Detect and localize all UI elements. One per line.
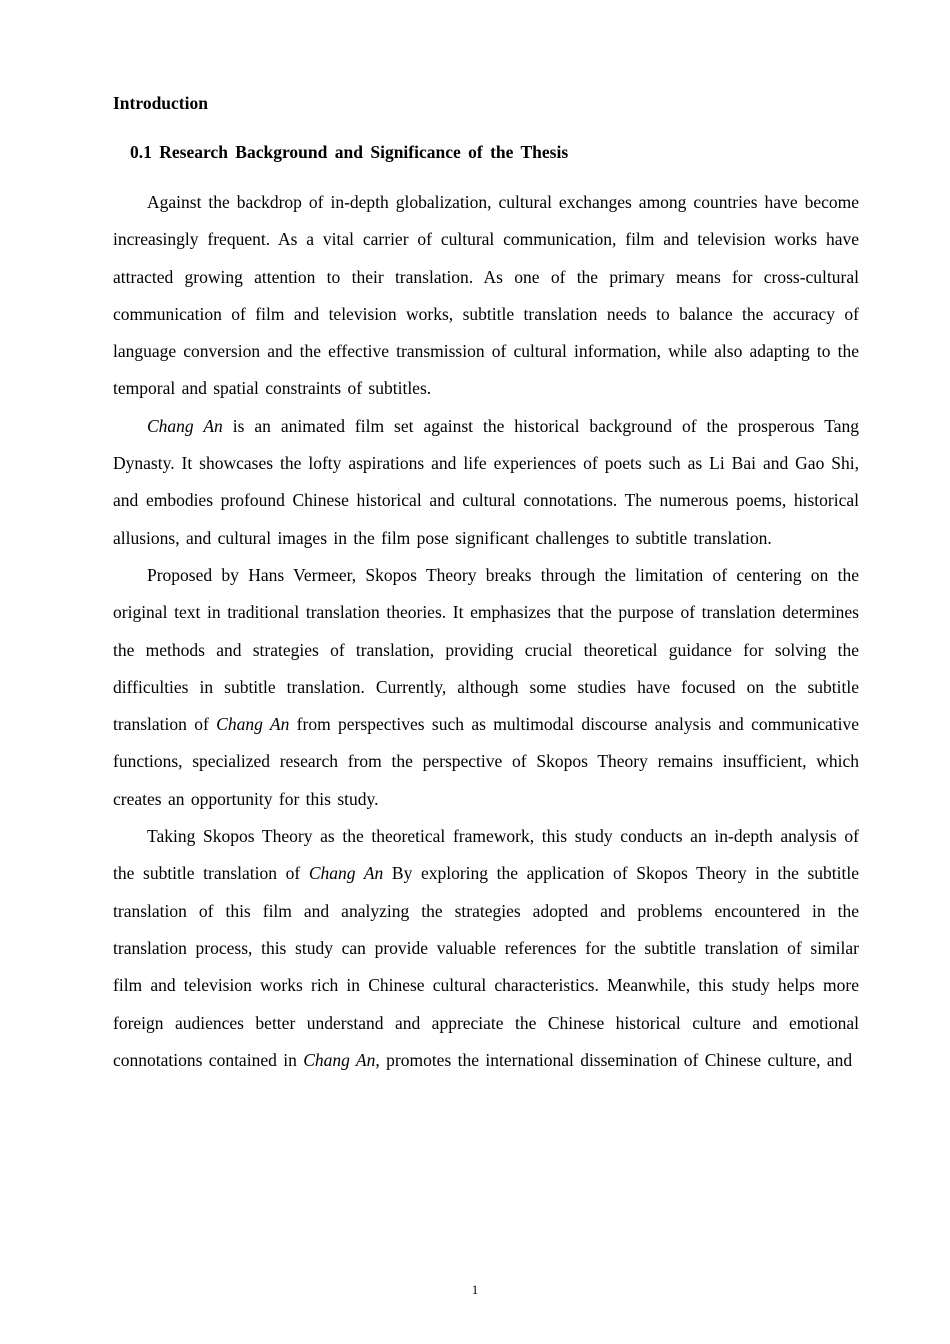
paragraph-text: from perspectives such as multimodal discourse analysis and communicative functions, specialized research from the perspective of Skopos Theory remains insufficient, which creates an opportunity for this study.: [113, 714, 860, 809]
film-title-italic: Chang An: [308, 863, 384, 884]
paragraph-skopos-theory: [113, 557, 859, 818]
body-text: [113, 184, 859, 1079]
paragraph-text: Proposed by Hans Vermeer, Skopos Theory breaks through the limitation of centering on the original text in traditional translation theories. It emphasizes that the purpose of translation determines the methods and strategies of translation, providing crucial theoretical guidance for solving the difficulties in subtitle translation. Currently, although some studies have focused on the subtitle translation of: [113, 564, 859, 735]
paragraph-globalization: [113, 184, 859, 408]
page-content: [113, 86, 859, 1079]
section-heading: 0.1 Research Background and Significance of the Thesis: [130, 142, 569, 162]
film-title-italic: Chang An,: [303, 1049, 380, 1070]
page-number: 1: [471, 1282, 479, 1297]
film-title-italic: Chang An: [216, 714, 290, 735]
paragraph-study-framework: [113, 818, 859, 1079]
paragraph-text: Taking Skopos Theory as the theoretical framework, this study conducts an in-depth analysis of the subtitle translation of: [113, 826, 859, 884]
paragraph-text: promotes the international dissemination of Chinese culture, and: [379, 1049, 853, 1070]
paragraph-text: is an animated film set against the historical background of the prosperous Tang Dynasty. It showcases the lofty aspirations and life experiences of poets such as Li Bai and Gao Shi, and embodies profound Chinese historical and cultural connotations. The numerous poems, historical allusions, and cultural images in the film pose significant challenges to subtitle translation.: [113, 415, 859, 548]
paragraph-text: Against the backdrop of in-depth globalization, cultural exchanges among countries have become increasingly frequent. As a vital carrier of cultural communication, film and television works have attracted growing attention to their translation. As one of the primary means for cross-cultural communication of film and television works, subtitle translation needs to balance the accuracy of language conversion and the effective transmission of cultural information, while also adapting to the temporal and spatial constraints of subtitles.: [113, 192, 859, 399]
paragraph-chang-an-film: [113, 408, 859, 557]
paragraph-text: By exploring the application of Skopos Theory in the subtitle translation of this film and analyzing the strategies adopted and problems encountered in the translation process, this study can provide valuable references for the subtitle translation of similar film and television works rich in Chinese cultural characteristics. Meanwhile, this study helps more foreign audiences better understand and appreciate the Chinese historical culture and emotional connotations contained in: [113, 863, 859, 1070]
film-title-italic: Chang An: [147, 415, 223, 436]
chapter-title: Introduction: [113, 93, 208, 113]
